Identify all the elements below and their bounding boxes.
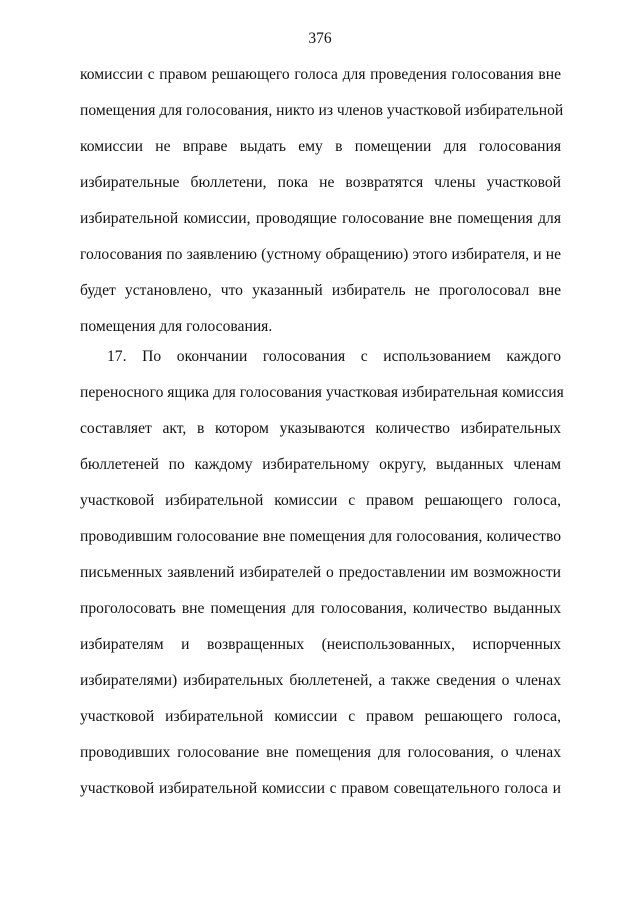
text-line: бюллетеней по каждому избирательному округу, выданных членам (80, 456, 561, 473)
text-line: проводивших голосование вне помещения для голосования, о членах (80, 744, 561, 761)
text-line: избирательной комиссии, проводящие голосование вне помещения для (80, 210, 561, 227)
text-line: избирательные бюллетени, пока не возвратятся члены участковой (80, 174, 561, 191)
text-line: переносного ящика для голосования участковая избирательная комиссия (80, 384, 564, 401)
text-line: помещения для голосования. (80, 318, 273, 335)
text-line: будет установлено, что указанный избиратель не проголосовал вне (80, 282, 561, 299)
text-line: комиссии с правом решающего голоса для проведения голосования вне (80, 66, 561, 83)
page-number: 376 (308, 30, 332, 47)
text-line: участковой избирательной комиссии с правом решающего голоса, (80, 708, 561, 725)
text-line: участковой избирательной комиссии с правом совещательного голоса и (80, 780, 561, 797)
paragraph-continuation (80, 66, 564, 355)
paragraph-item-17 (80, 348, 564, 817)
text-line: проголосовать вне помещения для голосования, количество выданных (80, 600, 561, 617)
text-line: письменных заявлений избирателей о предоставлении им возможности (80, 564, 561, 581)
text-line: составляет акт, в котором указываются количество избирательных (80, 420, 561, 437)
text-line: голосования по заявлению (устному обращению) этого избирателя, и не (80, 246, 561, 263)
text-line: избирателям и возвращенных (неиспользованных, испорченных (80, 636, 561, 653)
text-line: помещения для голосования, никто из членов участковой избирательной (80, 102, 564, 119)
text-line: избирателями) избирательных бюллетеней, а также сведения о членах (80, 672, 561, 689)
text-line: 17. По окончании голосования с использованием каждого (107, 348, 561, 365)
text-line: участковой избирательной комиссии с правом решающего голоса, (80, 492, 561, 509)
text-line: проводившим голосование вне помещения для голосования, количество (80, 528, 561, 545)
text-line: комиссии не вправе выдать ему в помещении для голосования (80, 138, 561, 155)
